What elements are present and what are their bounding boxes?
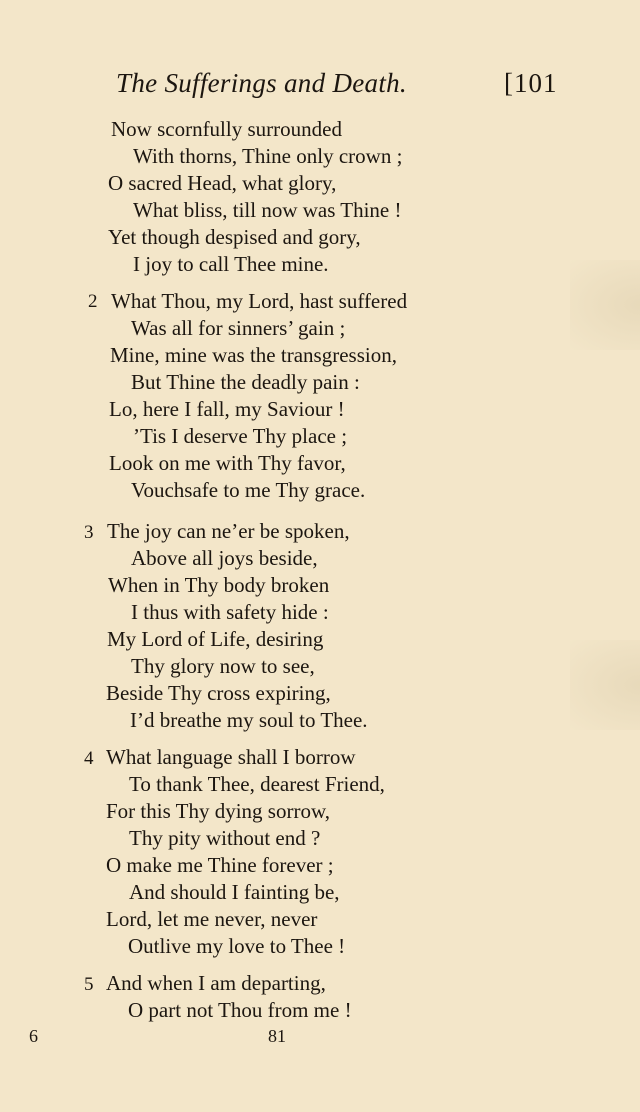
verse-line: Lord, let me never, never [106,907,318,931]
verse-line: ’Tis I deserve Thy place ; [133,424,348,448]
show-through-shadow [570,640,640,730]
verse-line: I thus with safety hide : [131,600,329,624]
verse-line: Above all joys beside, [131,546,318,570]
folio-number: 81 [268,1026,286,1046]
running-header-title: The Sufferings and Death. [116,68,407,98]
verse-line: O sacred Head, what glory, [108,171,337,195]
signature-mark: 6 [29,1026,38,1046]
verse-line: Was all for sinners’ gain ; [131,316,346,340]
verse-line: Lo, here I fall, my Saviour ! [109,397,345,421]
verse-line: Yet though despised and gory, [108,225,361,249]
verse-number: 3 [84,522,94,543]
verse-line: O make me Thine forever ; [106,853,334,877]
verse-line: But Thine the deadly pain : [131,370,360,394]
verse-line: For this Thy dying sorrow, [106,799,331,823]
verse-line: Mine, mine was the transgression, [110,343,397,367]
verse-line: Outlive my love to Thee ! [128,934,346,958]
verse-line: What Thou, my Lord, hast suffered [111,289,408,313]
page-number: [101 [504,68,558,98]
verse-line: What bliss, till now was Thine ! [133,198,402,222]
show-through-shadow [570,260,640,350]
verse-line: O part not Thou from me ! [128,998,352,1022]
verse-line: And should I fainting be, [129,880,340,904]
verse-line: Vouchsafe to me Thy grace. [131,478,366,502]
verse-line: The joy can ne’er be spoken, [107,519,350,543]
verse-number: 4 [84,748,94,769]
verse-line: What language shall I borrow [106,745,356,769]
verse-line: My Lord of Life, desiring [107,627,324,651]
verse-line: Now scornfully surrounded [111,117,342,141]
verse-line: Thy pity without end ? [129,826,321,850]
verse-line: I joy to call Thee mine. [133,252,329,276]
verse-line: Thy glory now to see, [131,654,315,678]
verse-number: 2 [88,291,98,312]
verse-line: And when I am departing, [106,971,326,995]
verse-line: Look on me with Thy favor, [109,451,346,475]
verse-line: When in Thy body broken [108,573,330,597]
verse-line: With thorns, Thine only crown ; [133,144,403,168]
verse-line: I’d breathe my soul to Thee. [130,708,368,732]
verse-line: To thank Thee, dearest Friend, [129,772,385,796]
verse-line: Beside Thy cross expiring, [106,681,331,705]
verse-number: 5 [84,974,94,995]
